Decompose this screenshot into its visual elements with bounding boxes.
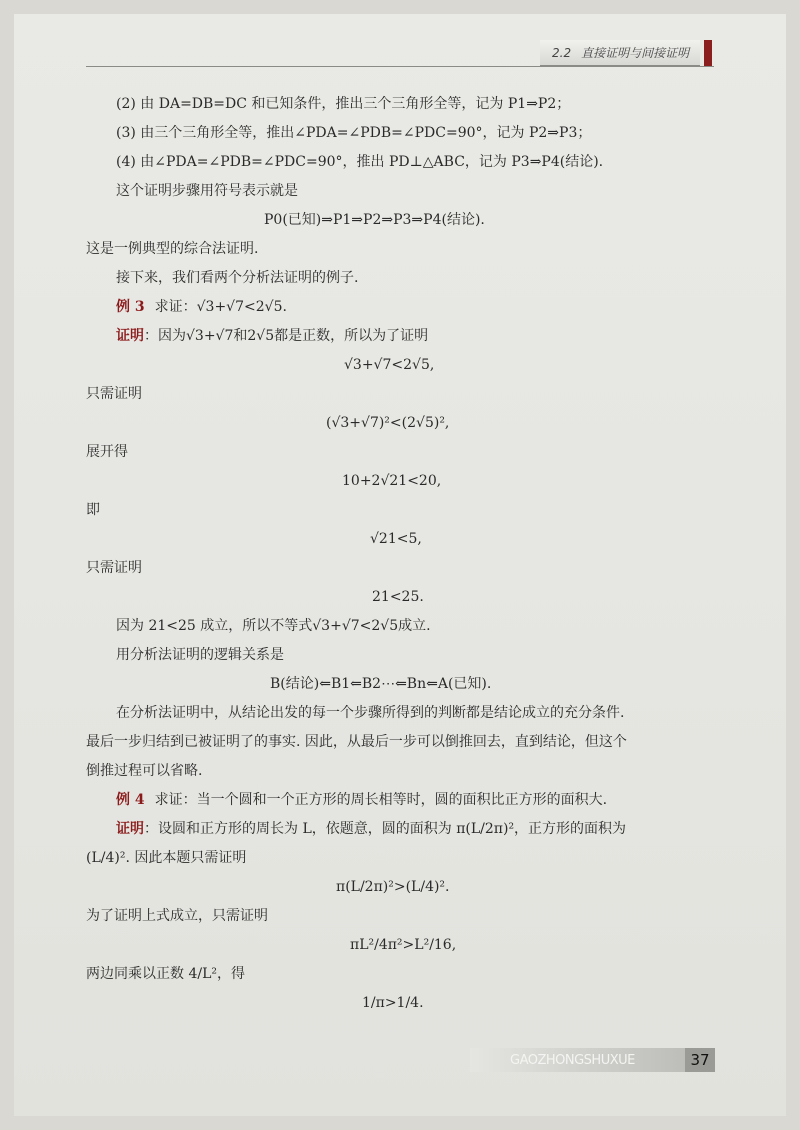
proof-4-text: ：设圆和正方形的周长为 L，依题意，圆的面积为 π(L/2π)²，正方形的面积为 (144, 821, 627, 837)
footer-watermark: GAOZHONGSHUXUE (470, 1048, 685, 1072)
analysis-logic-intro: 用分析法证明的逻辑关系是 (116, 647, 284, 663)
analysis-chain: B(结论)⇐B1⇐B2⋯⇐Bn⇐A(已知). (270, 676, 492, 692)
synthesis-chain: P0(已知)⇒P1⇒P2⇒P3⇒P4(结论). (264, 212, 485, 228)
example-4-label: 例 4 (116, 792, 145, 808)
proof-3-text: ：因为√3+√7和2√5都是正数，所以为了证明 (144, 328, 429, 344)
analysis-intro: 接下来，我们看两个分析法证明的例子. (116, 270, 359, 286)
formula-6: π(L/2π)²>(L/4)². (336, 879, 450, 895)
conclusion-3: 因为 21<25 成立，所以不等式√3+√7<2√5成立. (116, 618, 431, 634)
square-area-line: (L/4)². 因此本题只需证明 (86, 850, 247, 866)
analysis-para-1: 在分析法证明中，从结论出发的每一个步骤所得到的判断都是结论成立的充分条件. (116, 705, 625, 721)
multiply-line: 两边同乘以正数 4/L²，得 (86, 966, 245, 982)
header-rule (86, 66, 714, 67)
proof-label: 证明 (116, 328, 144, 344)
step-4: (4) 由∠PDA=∠PDB=∠PDC=90°，推出 PD⊥△ABC，记为 P3⇒P4(结论). (116, 154, 604, 170)
proof-3-start (116, 326, 428, 346)
step-2: (2) 由 DA=DB=DC 和已知条件，推出三个三角形全等，记为 P1⇒P2； (116, 96, 571, 112)
section-title: 直接证明与间接证明 (581, 46, 690, 60)
analysis-para-2: 最后一步归结到已被证明了的事实. 因此，从最后一步可以倒推回去，直到结论，但这个 (86, 734, 627, 750)
formula-3: 10+2√21<20, (342, 473, 442, 489)
example-3-label: 例 3 (116, 299, 145, 315)
symbol-intro: 这个证明步骤用符号表示就是 (116, 183, 298, 199)
formula-4: √21<5, (370, 531, 422, 547)
proof-4-start (116, 819, 626, 839)
header-accent-bar (704, 40, 712, 67)
section-header (540, 40, 700, 66)
formula-2: (√3+√7)²<(2√5)², (326, 415, 450, 431)
example-4 (116, 790, 607, 810)
step-3: (3) 由三个三角形全等，推出∠PDA=∠PDB=∠PDC=90°，记为 P2⇒P3； (116, 125, 592, 141)
need-prove-3: 为了证明上式成立，只需证明 (86, 908, 268, 924)
need-prove-1: 只需证明 (86, 386, 142, 402)
page-number: 37 (685, 1048, 715, 1072)
example-3 (116, 297, 287, 317)
formula-1: √3+√7<2√5, (344, 357, 435, 373)
expand-label: 展开得 (86, 444, 128, 460)
analysis-para-3: 倒推过程可以省略. (86, 763, 203, 779)
formula-8: 1/π>1/4. (362, 995, 424, 1011)
proof-label-2: 证明 (116, 821, 144, 837)
example-4-statement: 求证：当一个圆和一个正方形的周长相等时，圆的面积比正方形的面积大. (154, 792, 608, 808)
need-prove-2: 只需证明 (86, 560, 142, 576)
i-e-label: 即 (86, 502, 100, 518)
formula-5: 21<25. (372, 589, 424, 605)
section-number: 2.2 (552, 45, 572, 60)
synthesis-note: 这是一例典型的综合法证明. (86, 241, 259, 257)
formula-7: πL²/4π²>L²/16, (350, 937, 457, 953)
example-3-statement: 求证：√3+√7<2√5. (154, 299, 287, 315)
